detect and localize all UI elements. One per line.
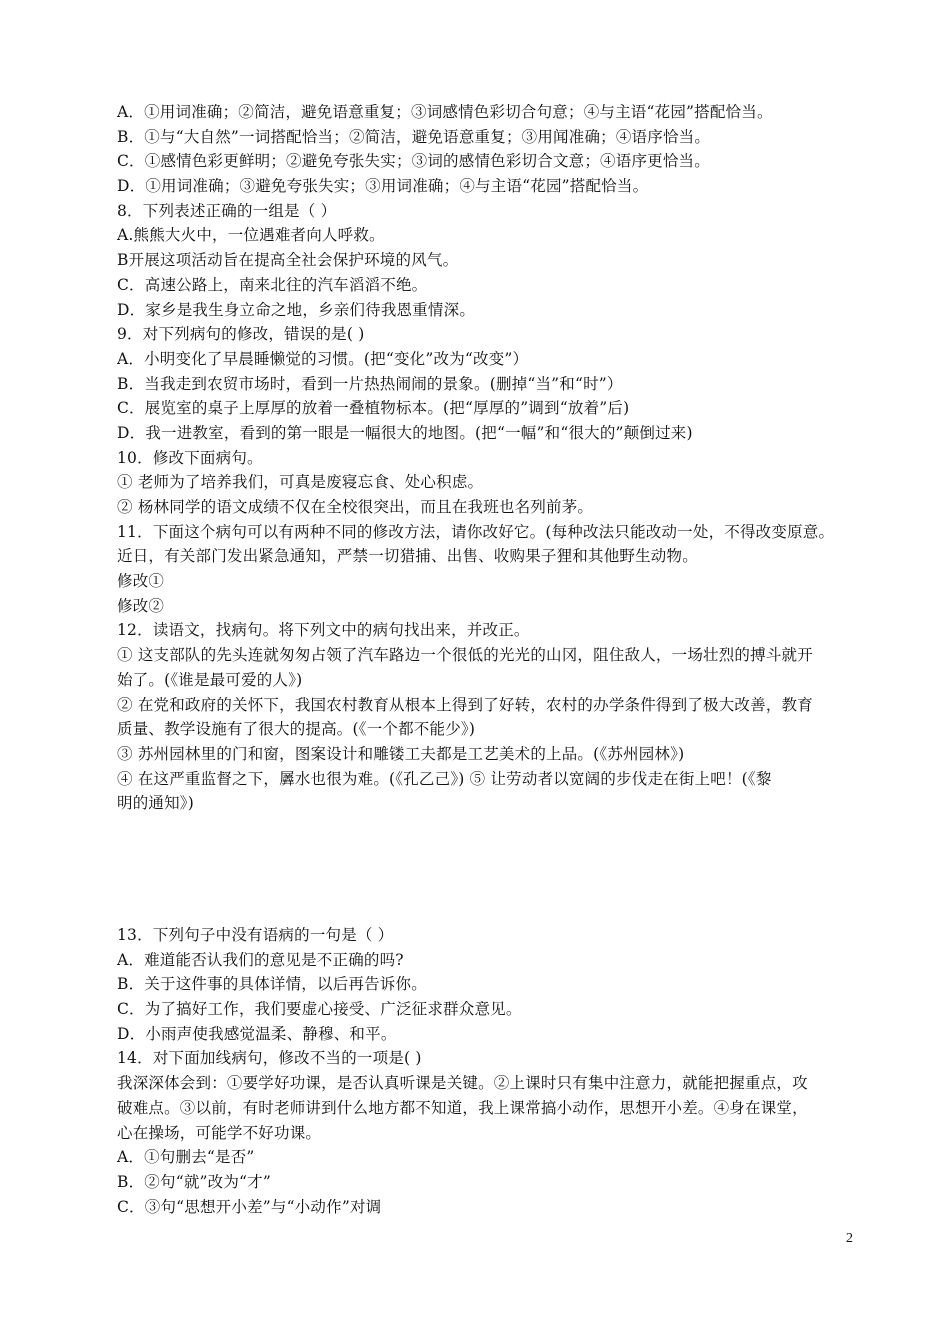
page-number: 2 bbox=[846, 1231, 853, 1246]
option-line: C．①感情色彩更鲜明；②避免夸张失实；③词的感情色彩切合文意；④语序更恰当。 bbox=[117, 152, 710, 171]
sentence-line: ③ 苏州园林里的门和窗，图案设计和雕镂工夫都是工艺美术的上品。(《苏州园林》) bbox=[117, 744, 685, 763]
question-line: 14．对下面加线病句，修改不当的一项是( ) bbox=[117, 1049, 422, 1068]
option-line: C．③句“思想开小差”与“小动作”对调 bbox=[117, 1197, 382, 1216]
answer-line: 修改① bbox=[117, 572, 165, 591]
option-line: D．小雨声使我感觉温柔、静穆、和平。 bbox=[117, 1024, 397, 1043]
text-block-upper bbox=[117, 101, 834, 817]
option-line: A.熊熊大火中，一位遇难者向人呼救。 bbox=[117, 226, 385, 245]
sentence-line: ① 这支部队的先头连就匆匆占领了汽车路边一个很低的光光的山冈，阻住敌人，一场壮烈的搏斗就开 bbox=[117, 646, 813, 665]
option-line: A．①用词准确；②简洁，避免语意重复；③词感情色彩切合句意；④与主语“花园”搭配恰当。 bbox=[117, 103, 773, 121]
option-line: B．关于这件事的具体详情，以后再告诉你。 bbox=[117, 975, 427, 994]
option-line: B开展这项活动旨在提高全社会保护环境的风气。 bbox=[117, 251, 459, 270]
option-line: B．①与“大自然”一词搭配恰当；②简洁，避免语意重复；③用闻准确；④语序恰当。 bbox=[117, 127, 711, 146]
sentence-line: ② 杨林同学的语文成绩不仅在全校很突出，而且在我班也名列前茅。 bbox=[117, 498, 594, 516]
question-line: 8．下列表述正确的一组是（ ） bbox=[117, 201, 337, 220]
question-line: 13．下列句子中没有语病的一句是（ ） bbox=[117, 926, 394, 944]
option-line: B．当我走到农贸市场时，看到一片热热闹闹的景象。(删掉“当”和“时”） bbox=[117, 374, 623, 393]
sentence-line: 明的通知》) bbox=[117, 794, 194, 813]
sentence-line: ④ 在这严重监督之下，羼水也很为难。(《孔乙己》) ⑤ 让劳动者以宽阔的步伐走在街上吧！(《黎 bbox=[117, 769, 772, 788]
question-line: 10．修改下面病句。 bbox=[117, 448, 263, 467]
answer-line: 修改② bbox=[117, 596, 165, 615]
option-line: C．展览室的桌子上厚厚的放着一叠植物标本。(把“厚厚的”调到“放着”后) bbox=[117, 399, 630, 418]
sentence-line: ② 在党和政府的关怀下，我国农村教育从根本上得到了好转，农村的办学条件得到了极大改善，教育 bbox=[117, 695, 813, 714]
sentence-line: ① 老师为了培养我们，可真是废寝忘食、处心积虑。 bbox=[117, 473, 484, 492]
passage-line: 心在操场，可能学不好功课。 bbox=[117, 1123, 322, 1142]
option-line: B．②句“就”改为“才” bbox=[117, 1172, 271, 1191]
option-line: A．小明变化了早晨睡懒觉的习惯。(把“变化”改为“改变”） bbox=[117, 349, 529, 368]
passage-line: 我深深体会到：①要学好功课，是否认真听课是关键。②上课时只有集中注意力，就能把握重点，攻 bbox=[117, 1074, 808, 1093]
question-line: 12．读语文，找病句。将下列文中的病句找出来，并改正。 bbox=[117, 621, 530, 640]
option-line: D．家乡是我生身立命之地，乡亲们待我恩重情深。 bbox=[117, 300, 476, 319]
option-line: A．①句删去“是否” bbox=[117, 1148, 255, 1167]
question-line: 9．对下列病句的修改，错误的是( ) bbox=[117, 325, 365, 344]
text-block-lower bbox=[117, 924, 808, 1220]
option-line: D．①用词准确；③避免夸张失实；③用词准确；④与主语“花园”搭配恰当。 bbox=[117, 177, 649, 196]
option-line: C．为了搞好工作，我们要虚心接受、广泛征求群众意见。 bbox=[117, 1000, 522, 1019]
sentence-line: 近日，有关部门发出紧急通知，严禁一切猎捕、出售、收购果子狸和其他野生动物。 bbox=[117, 547, 698, 566]
option-line: C．高速公路上，南来北往的汽车滔滔不绝。 bbox=[117, 275, 428, 294]
option-line: A．难道能否认我们的意见是不正确的吗? bbox=[117, 950, 404, 969]
question-line: 11．下面这个病句可以有两种不同的修改方法，请你改好它。(每种改法只能改动一处，不得改变原意。 bbox=[117, 522, 835, 541]
passage-line: 破难点。③以前，有时老师讲到什么地方都不知道，我上课常搞小动作，思想开小差。④身在课堂， bbox=[117, 1098, 808, 1117]
sentence-line: 质量、教学设施有了很大的提高。(《一个都不能少》) bbox=[117, 720, 476, 739]
sentence-line: 始了。(《谁是最可爱的人》) bbox=[117, 670, 303, 689]
option-line: D．我一进教室，看到的第一眼是一幅很大的地图。(把“一幅”和“很大的”颠倒过来) bbox=[117, 423, 693, 442]
